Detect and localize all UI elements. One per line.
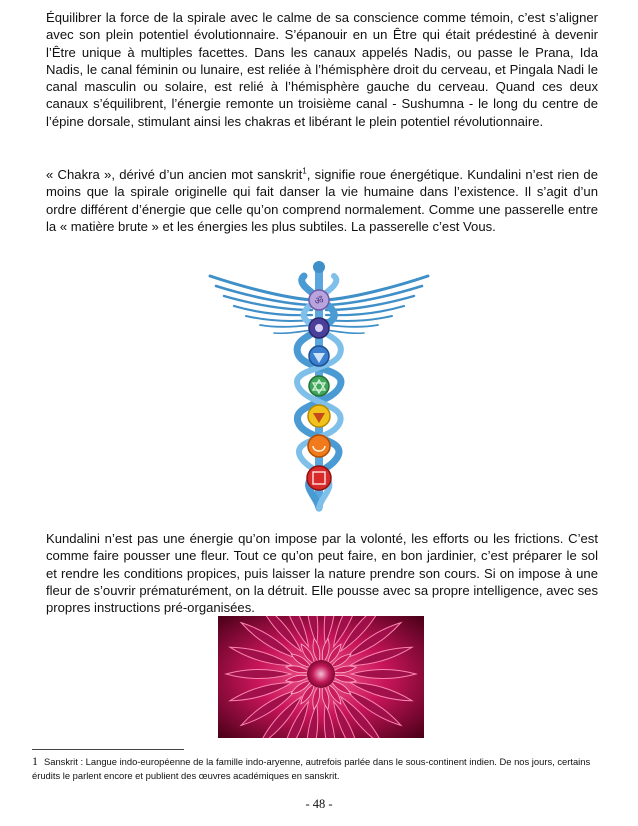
page-number: - 48 - xyxy=(305,797,333,811)
svg-text:ॐ: ॐ xyxy=(314,296,324,307)
staff-top xyxy=(313,261,325,273)
paragraph-kundalini: Kundalini n’est pas une énergie qu’on impose par la volonté, les efforts ou les frictions. C’est comme faire pousser une fleur. Tout ce qu’on peut faire, en bon jardinier, c’est préparer le sol et rendre les conditions propices, puis laisser la nature prendre son cours. Si on impose à une fleur de s’ouvrir prématurément, on la détruit. Elle pousse avec sa propre intelligence, avec ses propres instructions pré-organisées. xyxy=(46,531,598,616)
chakra-sacral xyxy=(308,435,330,457)
wing-left xyxy=(210,276,312,333)
chakra-root xyxy=(307,466,331,490)
paragraph-spirale: Équilibrer la force de la spirale avec le calme de sa conscience comme témoin, c’est s’aligner avec son plein potentiel évolutionnaire. S’épanouir en un Être qui était prédestiné à devenir l’Être unique à multiples facettes. Dans les canaux appelés Nadis, ou passe le Prana, Ida Nadis, le canal féminin ou lunaire, est reliée à l’hémisphère droit du cerveau, et Pingala Nadi le canal masculin ou solaire, est relié à l’hémisphère gauche du cerveau. Quand ces deux canaux s’équilibrent, l’énergie remonte un troisième canal - Sushumna - le long du centre de l’épine dorsale, stimulant ainsi les chakras et libérant le plein potentiel révolutionnaire. xyxy=(46,10,598,129)
caduceus-chakra-icon xyxy=(206,258,432,516)
paragraph-chakra-text-b: , signifie roue énergétique. Kundalini n’est rien de moins que la spirale originelle qui fait danser la vie humaine dans l’existence. Il s’agit d’un ordre différent d’énergie que celle qu’on comprend normalement. Comme une passerelle entre la « matière brute » et les énergies les plus subtiles. La passerelle c’est Vous. xyxy=(46,167,598,234)
footnote-separator xyxy=(32,749,184,750)
chakra-crown xyxy=(309,290,329,310)
wing-right xyxy=(326,276,428,333)
footnote-reference[interactable]: 1 xyxy=(302,166,307,176)
chakra-third-eye xyxy=(309,318,329,338)
chakra-heart xyxy=(309,376,329,396)
paragraph-chakra xyxy=(46,166,598,235)
footnote-number: 1 xyxy=(32,754,38,768)
footnote xyxy=(32,755,604,783)
chakra-solar-plexus xyxy=(308,405,330,427)
paragraph-chakra-text-a: « Chakra », dérivé d’un ancien mot sanskrit xyxy=(46,167,303,182)
footnote-text: Sanskrit : Langue indo-européenne de la famille indo-aryenne, autrefois parlée dans le sous-continent indien. De nos jours, certains érudits le parlent encore et publient des œuvres académiques en sanskrit. xyxy=(32,756,591,781)
chakra-throat xyxy=(309,346,329,366)
magenta-dahlia-photo xyxy=(218,616,424,738)
dahlia-center xyxy=(307,660,335,688)
